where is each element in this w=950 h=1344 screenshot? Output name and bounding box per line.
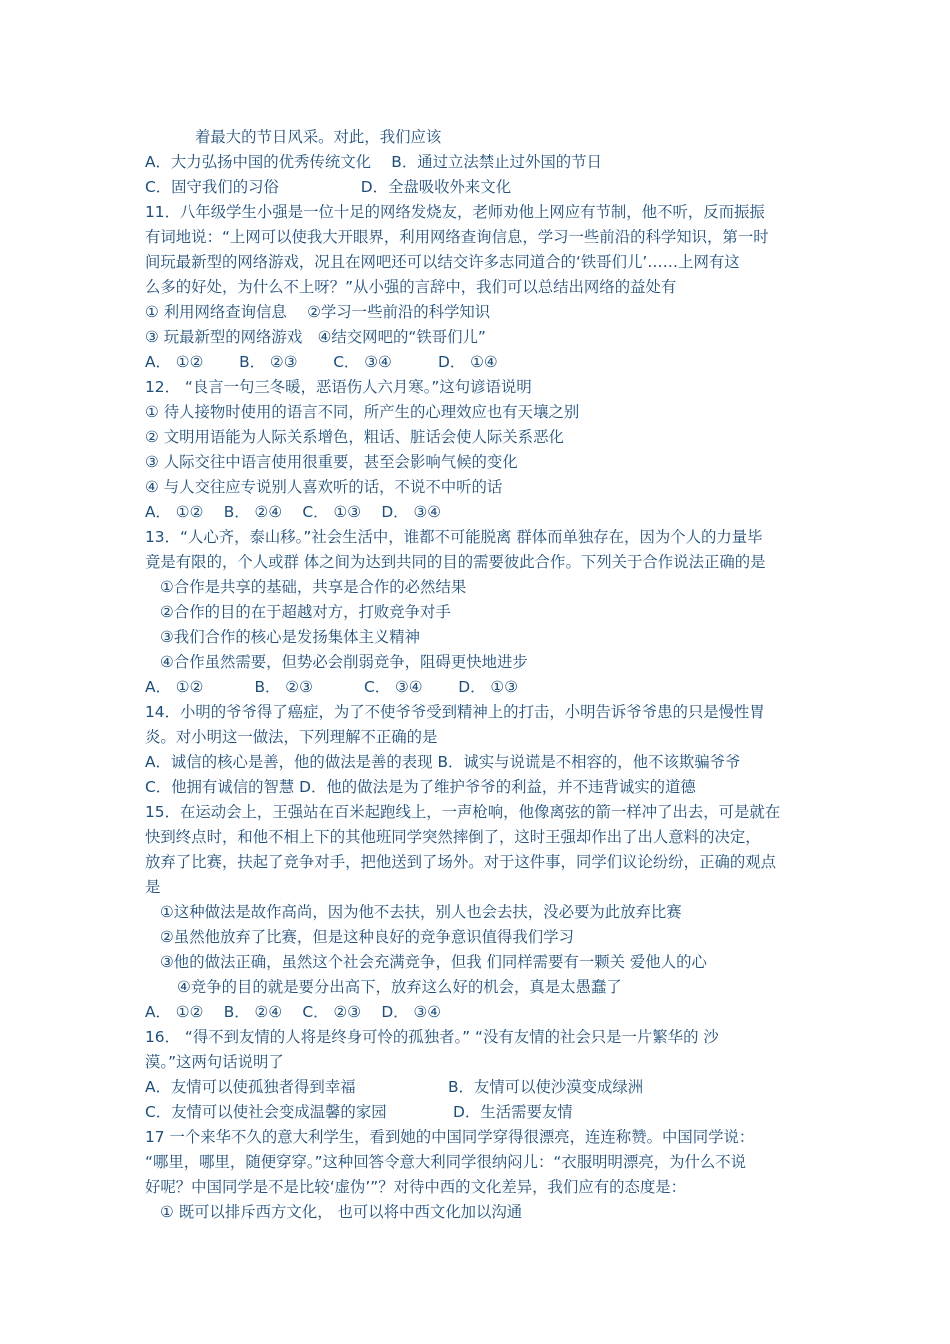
option-line: A．诚信的核心是善，他的做法是善的表现 B．诚实与说谎是不相容的，他不该欺骗爷爷 — [145, 753, 741, 771]
option-line: A．友情可以使孤独者得到幸福 B．友情可以使沙漠变成绿洲 — [145, 1078, 644, 1096]
statement-line: ③ 玩最新型的网络游戏 ④结交网吧的“铁哥们儿” — [145, 328, 486, 346]
statement-line: ② 文明用语能为人际关系增色，粗话、脏话会使人际关系恶化 — [145, 428, 564, 446]
statement-line: ②合作的目的在于超越对方，打败竞争对手 — [160, 603, 451, 621]
text-line: 着最大的节日风采。对此，我们应该 — [195, 128, 442, 146]
text-line: 间玩最新型的网络游戏，况且在网吧还可以结交许多志同道合的‘铁哥们儿’……上网有这 — [145, 253, 740, 271]
option-line: A．大力弘扬中国的优秀传统文化 B．通过立法禁止过外国的节日 — [145, 153, 602, 171]
text-line: 么多的好处，为什么不上呀？”从小强的言辞中，我们可以总结出网络的益处有 — [145, 278, 677, 296]
option-line: C．他拥有诚信的智慧 D．他的做法是为了维护爷爷的利益，并不违背诚实的道德 — [145, 778, 696, 796]
option-line: A． ①② B． ②④ C． ①③ D． ③④ — [145, 503, 442, 521]
option-line: A． ①② B． ②③ C． ③④ D． ①④ — [145, 353, 498, 371]
question-17: 17 一个来华不久的意大利学生，看到她的中国同学穿得很漂亮，连连称赞。中国同学说： — [145, 1128, 755, 1146]
option-line: A． ①② B． ②③ C． ③④ D． ①③ — [145, 678, 518, 696]
text-line: 是 — [145, 878, 161, 896]
text-line: 好呢？中国同学是不是比较‘虚伪’”？对待中西的文化差异，我们应有的态度是： — [145, 1178, 687, 1196]
option-line: C．固守我们的习俗 D．全盘吸收外来文化 — [145, 178, 512, 196]
statement-line: ④合作虽然需要，但势必会削弱竞争，阻碍更快地进步 — [160, 653, 528, 671]
question-16: 16． “得不到友情的人将是终身可怜的孤独者。” “没有友情的社会只是一片繁华的 沙 — [145, 1028, 719, 1046]
text-line: “哪里，哪里，随便穿穿。”这种回答令意大利同学很纳闷儿：“衣服明明漂亮，为什么不说 — [145, 1153, 747, 1171]
statement-line: ① 利用网络查询信息 ②学习一些前沿的科学知识 — [145, 303, 491, 321]
statement-line: ③我们合作的核心是发扬集体主义精神 — [160, 628, 421, 646]
question-12: 12． “良言一句三冬暖，恶语伤人六月寒。”这句谚语说明 — [145, 378, 532, 396]
text-line: 炎。对小明这一做法，下列理解不正确的是 — [145, 728, 438, 746]
text-line: 快到终点时，和他不相上下的其他班同学突然摔倒了，这时王强却作出了出人意料的决定， — [145, 828, 761, 846]
statement-line: ③ 人际交往中语言使用很重要，甚至会影响气候的变化 — [145, 453, 518, 471]
question-15: 15．在运动会上，王强站在百米起跑线上，一声枪响，他像离弦的箭一样冲了出去，可是就在 — [145, 803, 781, 821]
statement-line: ④竞争的目的就是要分出高下，放弃这么好的机会，真是太愚蠢了 — [177, 978, 622, 996]
text-line: 放弃了比赛，扶起了竞争对手，把他送到了场外。对于这件事，同学们议论纷纷，正确的观点 — [145, 853, 777, 871]
question-11: 11．八年级学生小强是一位十足的网络发烧友，老师劝他上网应有节制，他不听，反而振振 — [145, 203, 765, 221]
statement-line: ①这种做法是故作高尚，因为他不去扶，别人也会去扶，没必要为此放弃比赛 — [160, 903, 682, 921]
question-14: 14．小明的爷爷得了癌症，为了不使爷爷受到精神上的打击，小明告诉爷爷患的只是慢性胃 — [145, 703, 765, 721]
question-13: 13．“人心齐，泰山移。”社会生活中，谁都不可能脱离 群体而单独存在，因为个人的力量毕 — [145, 528, 763, 546]
statement-line: ③他的做法正确，虽然这个社会充满竞争，但我 们同样需要有一颗关 爱他人的心 — [160, 953, 707, 971]
statement-line: ②虽然他放弃了比赛，但是这种良好的竞争意识值得我们学习 — [160, 928, 574, 946]
text-line: 漠。”这两句话说明了 — [145, 1053, 284, 1071]
text-line: 有词地说：“上网可以使我大开眼界，利用网络查询信息，学习一些前沿的科学知识，第一时 — [145, 228, 769, 246]
text-line: 竟是有限的，个人或群 体之间为达到共同的目的需要彼此合作。下列关于合作说法正确的是 — [145, 553, 766, 571]
statement-line: ④ 与人交往应专说别人喜欢听的话，不说不中听的话 — [145, 478, 503, 496]
statement-line: ① 既可以排斥西方文化， 也可以将中西文化加以沟通 — [160, 1203, 523, 1221]
statement-line: ①合作是共享的基础，共享是合作的必然结果 — [160, 578, 467, 596]
option-line: A． ①② B． ②④ C． ②③ D． ③④ — [145, 1003, 442, 1021]
statement-line: ① 待人接物时使用的语言不同，所产生的心理效应也有天壤之别 — [145, 403, 580, 421]
option-line: C．友情可以使社会变成温馨的家园 D．生活需要友情 — [145, 1103, 573, 1121]
